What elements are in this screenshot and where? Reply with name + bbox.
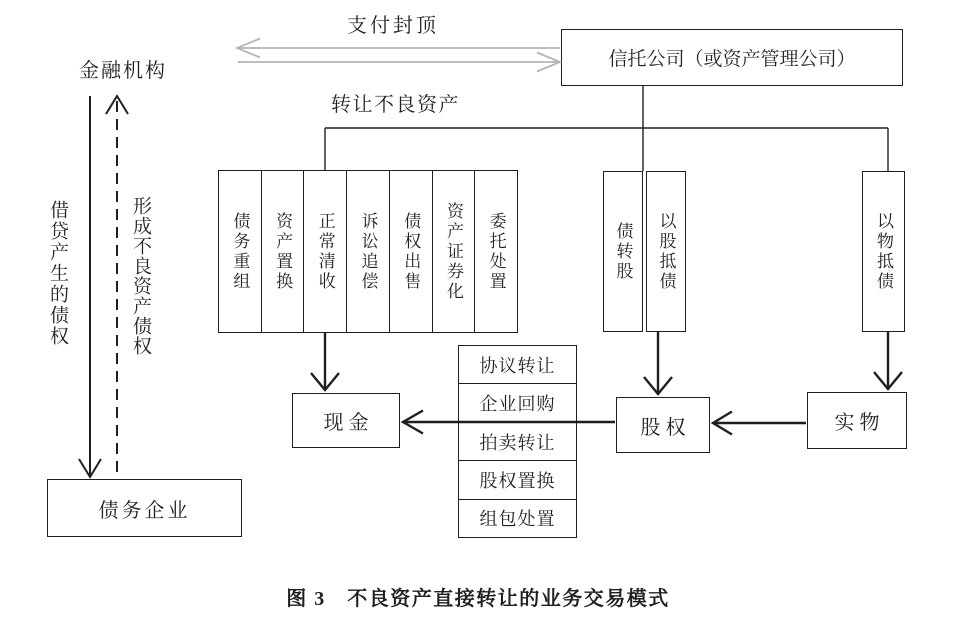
- transfer-mode-row: 拍卖转让: [459, 423, 576, 461]
- box-trust-company: 信托公司（或资产管理公司）: [561, 29, 903, 86]
- box-physical: 实物: [807, 392, 907, 449]
- label-loan-generated-claims: 借贷产生的债权: [47, 200, 68, 347]
- arrow-physical-to-equity-head-icon: [713, 412, 732, 435]
- box-debt-to-equity: 债转股: [603, 171, 643, 332]
- box-equity: 股权: [616, 397, 710, 453]
- transfer-mode-row: 企业回购: [459, 384, 576, 422]
- box-debtor-enterprise: 债务企业: [47, 479, 242, 537]
- payment-cap-double-arrow: [237, 39, 560, 72]
- label-npa-claims-formed: 形成不良资产债权: [130, 196, 151, 356]
- arrow-down-head-icon: [79, 459, 101, 477]
- transfer-mode-row: 组包处置: [479, 509, 556, 530]
- group-disposal-methods: [218, 170, 518, 333]
- box-goods-offset-debt: 以物抵债: [862, 171, 905, 332]
- gray-arrow-left-head-icon: [237, 39, 260, 58]
- arrow-goods-to-physical-head-icon: [874, 372, 902, 389]
- box-equity-offset-debt: 以股抵债: [646, 171, 686, 332]
- arrow-methods-to-cash-head-icon: [311, 373, 339, 390]
- disposal-method-box: 债权出售: [390, 171, 433, 332]
- disposal-method-box: 正常清收: [304, 171, 347, 332]
- disposal-method-box: 诉讼追偿: [347, 171, 390, 332]
- label-financial-institution: 金融机构: [79, 60, 167, 82]
- arrow-up-head-icon: [106, 96, 128, 114]
- figure-caption: 图 3 不良资产直接转让的业务交易模式: [286, 588, 670, 610]
- table-transfer-modes: [458, 345, 577, 538]
- gray-arrow-right-head-icon: [537, 53, 560, 72]
- box-cash: 现金: [292, 393, 400, 448]
- transfer-mode-row: 协议转让: [459, 346, 576, 384]
- arrow-swap-to-equity-head-icon: [644, 377, 672, 394]
- label-transfer-npa: 转让不良资产: [331, 94, 460, 116]
- transfer-mode-row: 股权置换: [459, 461, 576, 499]
- disposal-method-box: 资产证券化: [433, 171, 476, 332]
- label-payment-cap: 支付封顶: [347, 15, 439, 37]
- disposal-method-box: 资产置换: [262, 171, 305, 332]
- disposal-method-box: 委托处置: [486, 211, 506, 292]
- disposal-method-box: 债务重组: [219, 171, 262, 332]
- arrow-equity-to-cash-head-icon: [403, 411, 423, 434]
- left-relation-lines: [79, 96, 128, 478]
